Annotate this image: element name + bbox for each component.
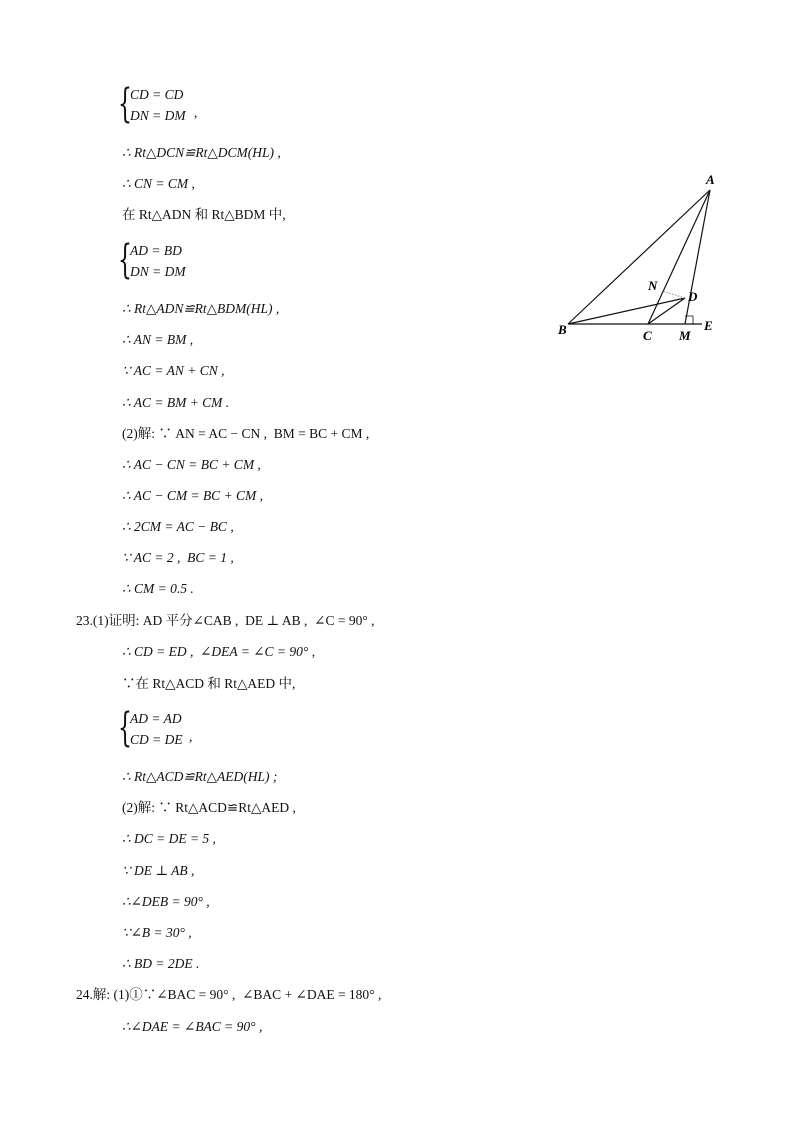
- brace-2: {: [118, 237, 132, 283]
- proof-line: ∴ CM = 0.5 .: [122, 581, 194, 596]
- proof-line: ∵∠B = 30° ,: [122, 925, 192, 940]
- proof-line: ∴ Rt△ACD≌Rt△AED(HL) ;: [122, 769, 278, 784]
- proof-line: ∴ CN = CM ,: [122, 176, 195, 191]
- proof-line: ∴ AC − CM = BC + CM ,: [122, 488, 264, 503]
- brace-3: {: [118, 705, 132, 751]
- problem-24-heading: 24.解: (1)①∵∠BAC = 90° , ∠BAC + ∠DAE = 180° ,: [76, 987, 382, 1002]
- proof-line: 在 Rt△ADN 和 Rt△BDM 中,: [122, 207, 286, 222]
- label-M: M: [679, 328, 691, 343]
- equation-comma: ,: [189, 729, 193, 744]
- label-B: B: [558, 322, 567, 337]
- label-E: E: [704, 318, 713, 333]
- equation-line: CD = DE: [130, 732, 183, 747]
- proof-line: ∴ AN = BM ,: [122, 332, 194, 347]
- proof-line: (2)解: ∵ AN = AC − CN , BM = BC + CM ,: [122, 426, 370, 441]
- proof-line: ∴ 2CM = AC − BC ,: [122, 519, 234, 534]
- segment-DN: [662, 291, 685, 298]
- equation-line: AD = AD: [130, 711, 182, 726]
- proof-line: ∴ Rt△ADN≌Rt△BDM(HL) ,: [122, 301, 280, 316]
- proof-line: ∵ AC = AN + CN ,: [122, 363, 225, 378]
- proof-line: ∵在 Rt△ACD 和 Rt△AED 中,: [122, 676, 296, 691]
- label-D: D: [688, 289, 698, 304]
- proof-line: ∴ BD = 2DE .: [122, 956, 200, 971]
- proof-line: ∴ Rt△DCN≌Rt△DCM(HL) ,: [122, 145, 281, 160]
- label-N: N: [648, 278, 658, 293]
- equation-line: CD = CD: [130, 87, 184, 102]
- geometry-figure: [550, 170, 730, 345]
- equation-line: DN = DM: [130, 108, 186, 123]
- label-A: A: [706, 172, 715, 187]
- equation-line: DN = DM: [130, 264, 186, 279]
- equation-comma: ,: [194, 105, 198, 120]
- proof-line: ∴∠DEB = 90° ,: [122, 894, 210, 909]
- proof-line: (2)解: ∵ Rt△ACD≌Rt△AED ,: [122, 800, 296, 815]
- problem-23-heading: 23.(1)证明: AD 平分∠CAB , DE ⊥ AB , ∠C = 90° ,: [76, 613, 375, 628]
- brace-1: {: [118, 81, 132, 127]
- proof-line: ∴ DC = DE = 5 ,: [122, 831, 216, 846]
- proof-line: ∴ CD = ED , ∠DEA = ∠C = 90° ,: [122, 644, 316, 659]
- proof-line: ∴∠DAE = ∠BAC = 90° ,: [122, 1019, 263, 1034]
- proof-line: ∴ AC − CN = BC + CM ,: [122, 457, 261, 472]
- equation-line: AD = BD: [130, 243, 182, 258]
- label-C: C: [643, 328, 652, 343]
- proof-line: ∵ AC = 2 , BC = 1 ,: [122, 550, 234, 565]
- proof-line: ∵ DE ⊥ AB ,: [122, 863, 195, 878]
- proof-line: ∴ AC = BM + CM .: [122, 395, 230, 410]
